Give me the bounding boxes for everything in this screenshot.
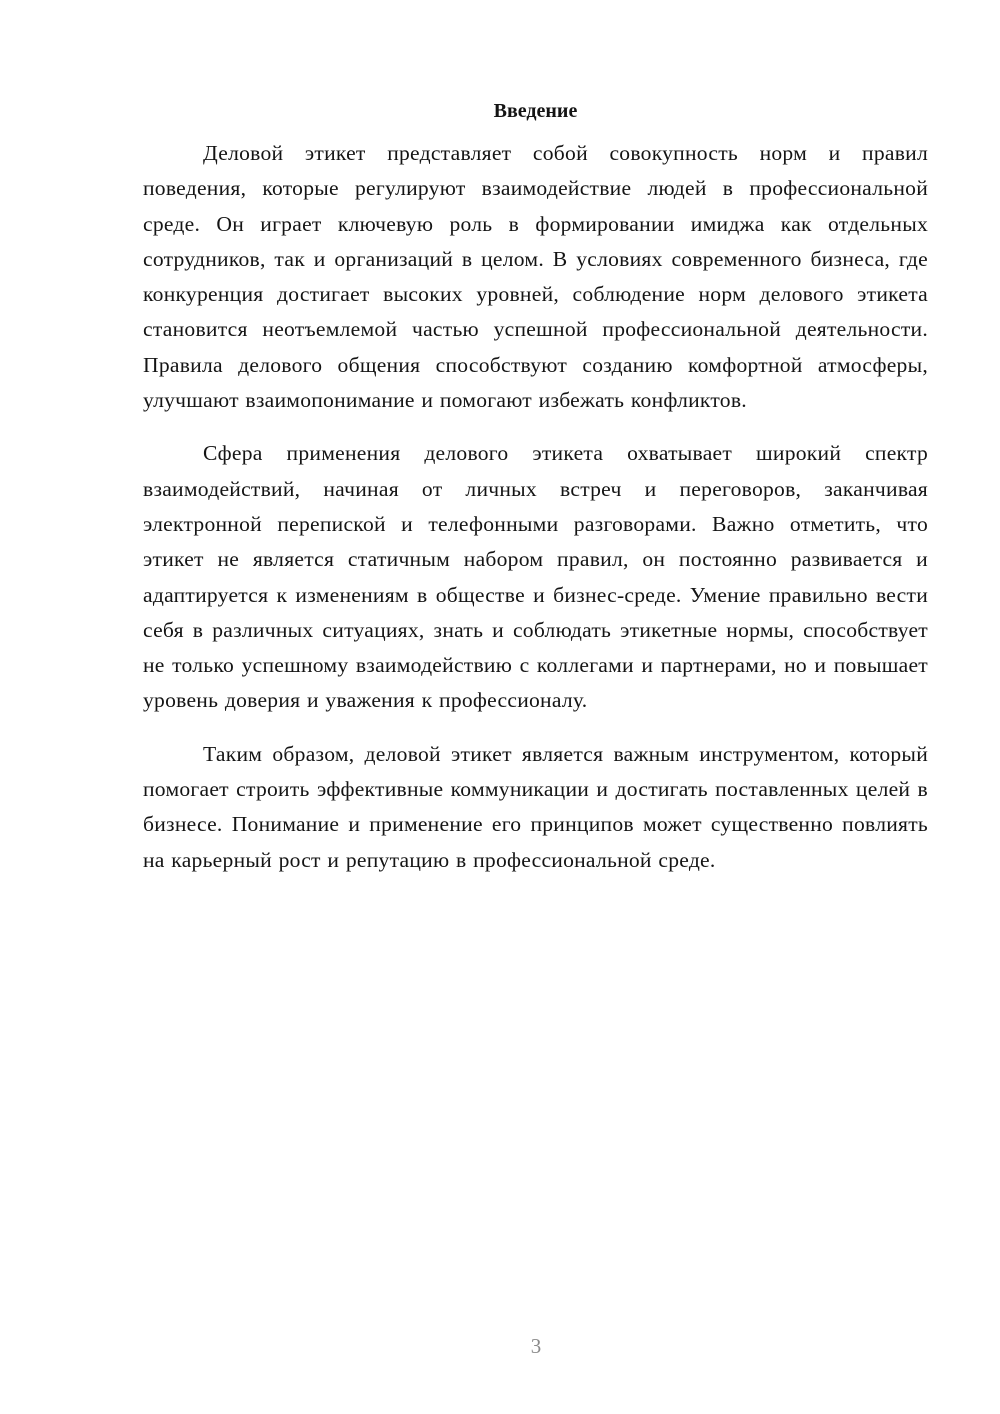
page-number: 3: [530, 1334, 542, 1358]
paragraph-3: Таким образом, деловой этикет является важным инструментом, который помогает строить эффективные коммуникации и достигать поставленных целей в бизнесе. Понимание и применение его принципов может существенно повлиять на карьерный рост и репутацию в профессиональной среде.: [143, 741, 928, 872]
section-heading: Введение: [493, 100, 578, 122]
document-body: [143, 96, 928, 878]
paragraph-2: Сфера применения делового этикета охватывает широкий спектр взаимодействий, начиная от личных встреч и переговоров, заканчивая электронной перепиской и телефонными разговорами. Важно отметить, что этикет не является статичным набором правил, он постоянно развивается и адаптируется к изменениям в обществе и бизнес-среде. Умение правильно вести себя в различных ситуациях, знать и соблюдать этикетные нормы, способствует не только успешному взаимодействию с коллегами и партнерами, но и повышает уровень доверия и уважения к профессионалу.: [143, 441, 928, 713]
paragraph-1: Деловой этикет представляет собой совокупность норм и правил поведения, которые регулируют взаимодействие людей в профессиональной среде. Он играет ключевую роль в формировании имиджа как отдельных сотрудников, так и организаций в целом. В условиях современного бизнеса, где конкуренция достигает высоких уровней, соблюдение норм делового этикета становится неотъемлемой частью успешной профессиональной деятельности. Правила делового общения способствуют созданию комфортной атмосферы, улучшают взаимопонимание и помогают избежать конфликтов.: [143, 141, 928, 413]
